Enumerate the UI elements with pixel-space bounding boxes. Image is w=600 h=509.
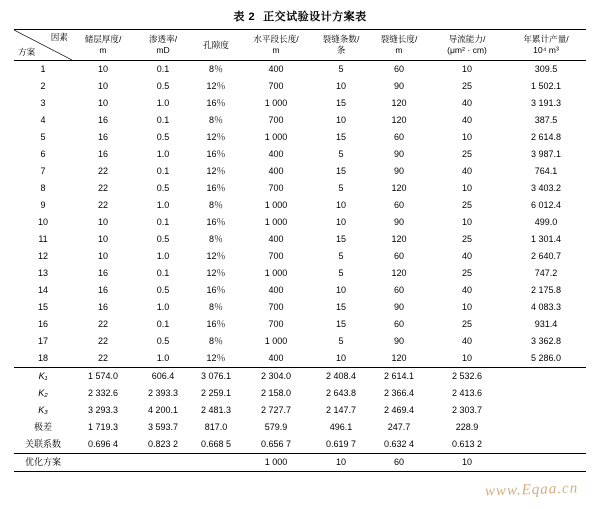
cell-fracture-length: 60 <box>393 131 404 142</box>
cell-permeability: 0.1 <box>156 318 170 329</box>
row-label: 5 <box>40 131 46 142</box>
cell-thickness: 22 <box>97 335 108 346</box>
column-header-porosity <box>192 30 240 61</box>
cell-fracture-length: 60 <box>393 250 404 261</box>
cell-thickness: 10 <box>97 63 108 74</box>
cell-conductivity: 10 <box>461 131 472 142</box>
cell-permeability <box>134 454 192 472</box>
cell-conductivity: 10 <box>461 216 472 227</box>
column-header-conductivity <box>428 30 506 61</box>
cell-annual-production <box>506 454 586 472</box>
cell-annual-production: 4 083.3 <box>530 301 562 312</box>
cell-fracture-count: 5 <box>338 63 344 74</box>
cell-annual-production <box>506 419 586 436</box>
table-row <box>14 112 586 129</box>
cell-conductivity: 40 <box>461 284 472 295</box>
header-line-1: 渗透率/ <box>148 34 178 45</box>
cell-fracture-length: 90 <box>393 335 404 346</box>
cell-horizontal-length: 1 000 <box>264 216 288 227</box>
table-row <box>14 248 586 265</box>
cell-horizontal-length: 2 158.0 <box>260 387 292 398</box>
header-line-2: m <box>395 45 403 55</box>
cell-conductivity: 40 <box>461 335 472 346</box>
cell-thickness: 10 <box>97 97 108 108</box>
cell-annual-production: 2 614.8 <box>530 131 562 142</box>
cell-thickness: 22 <box>97 318 108 329</box>
cell-permeability: 4 200.1 <box>147 404 179 415</box>
cell-annual-production: 5 286.0 <box>506 350 586 368</box>
cell-fracture-count: 15 <box>335 233 346 244</box>
header-line-1: 水平段长度/ <box>253 34 299 45</box>
cell-thickness: 0.696 4 <box>72 436 134 454</box>
row-label: 15 <box>37 301 48 312</box>
cell-annual-production: 499.0 <box>534 216 558 227</box>
summary-label: K₁ <box>38 370 48 381</box>
cell-fracture-length: 2 469.4 <box>383 404 415 415</box>
cell-fracture-count: 2 643.8 <box>325 387 357 398</box>
cell-horizontal-length: 579.9 <box>264 421 288 432</box>
cell-permeability: 1.0 <box>156 250 170 261</box>
cell-conductivity: 25 <box>461 148 472 159</box>
cell-fracture-length: 60 <box>393 284 404 295</box>
row-label: 2 <box>40 80 46 91</box>
cell-fracture-count: 15 <box>335 301 346 312</box>
cell-annual-production <box>506 368 586 386</box>
summary-label: 优化方案 <box>14 454 72 472</box>
cell-annual-production: 387.5 <box>534 114 558 125</box>
cell-permeability: 0.5 <box>156 284 170 295</box>
cell-conductivity: 25 <box>461 267 472 278</box>
cell-horizontal-length: 400 <box>268 233 284 244</box>
cell-conductivity: 10 <box>461 182 472 193</box>
row-label: 1 <box>40 63 46 74</box>
summary-label: 极差 <box>33 421 52 432</box>
cell-horizontal-length: 1 000 <box>240 454 312 472</box>
cell-fracture-length: 120 <box>391 182 407 193</box>
cell-porosity: 8％ <box>208 301 223 312</box>
cell-fracture-count: 5 <box>338 148 344 159</box>
cell-fracture-length: 120 <box>391 267 407 278</box>
header-line-1: 年累计产量/ <box>523 34 569 45</box>
table-title: 正交试验设计方案表 <box>263 11 367 23</box>
header-line-2: m <box>272 45 280 55</box>
cell-permeability: 2 393.3 <box>147 387 179 398</box>
cell-horizontal-length: 1 000 <box>264 131 288 142</box>
cell-thickness: 10 <box>97 250 108 261</box>
cell-annual-production: 309.5 <box>534 63 558 74</box>
table-row <box>14 299 586 316</box>
cell-horizontal-length: 1 000 <box>264 335 288 346</box>
cell-fracture-count: 5 <box>338 335 344 346</box>
cell-permeability: 1.0 <box>156 199 170 210</box>
cell-permeability: 0.5 <box>156 131 170 142</box>
table-row <box>14 333 586 350</box>
cell-thickness: 16 <box>97 148 108 159</box>
cell-porosity: 12％ <box>206 267 226 278</box>
table-body <box>14 61 586 472</box>
row-label: 6 <box>40 148 46 159</box>
cell-porosity: 16％ <box>206 97 226 108</box>
header-line-1: 裂缝条数/ <box>322 34 360 45</box>
table-row <box>14 197 586 214</box>
row-label: 3 <box>40 97 46 108</box>
cell-annual-production: 3 403.2 <box>530 182 562 193</box>
cell-fracture-length: 60 <box>393 318 404 329</box>
cell-conductivity: 40 <box>461 250 472 261</box>
table-row <box>14 231 586 248</box>
cell-thickness: 1 719.3 <box>87 421 119 432</box>
table-row <box>14 350 586 368</box>
cell-horizontal-length: 0.656 7 <box>240 436 312 454</box>
cell-porosity: 8％ <box>208 335 223 346</box>
cell-fracture-count: 10 <box>335 216 346 227</box>
cell-fracture-length: 120 <box>391 233 407 244</box>
cell-annual-production: 764.1 <box>534 165 558 176</box>
cell-fracture-count: 496.1 <box>329 421 353 432</box>
summary-label: K₃ <box>38 404 48 415</box>
cell-horizontal-length: 700 <box>268 182 284 193</box>
cell-fracture-count: 15 <box>335 97 346 108</box>
header-line-1: 孔隙度 <box>203 39 229 50</box>
cell-thickness: 16 <box>97 114 108 125</box>
cell-permeability: 606.4 <box>151 370 175 381</box>
cell-thickness: 3 293.3 <box>87 404 119 415</box>
cell-permeability: 3 593.7 <box>147 421 179 432</box>
cell-fracture-count: 10 <box>335 199 346 210</box>
cell-permeability: 0.5 <box>156 335 170 346</box>
summary-row-optimal <box>14 454 586 472</box>
cell-porosity: 8％ <box>208 233 223 244</box>
cell-thickness: 16 <box>97 284 108 295</box>
cell-horizontal-length: 700 <box>268 80 284 91</box>
header-line-2: mD <box>156 45 170 55</box>
table-row <box>14 163 586 180</box>
row-label: 17 <box>37 335 48 346</box>
corner-label-factor: 因素 <box>50 32 68 42</box>
cell-thickness <box>72 454 134 472</box>
cell-permeability: 0.5 <box>156 182 170 193</box>
header-line-1: 储层厚度/ <box>84 34 122 45</box>
cell-conductivity: 25 <box>461 233 472 244</box>
table-number: 表 2 <box>233 11 256 23</box>
cell-annual-production: 931.4 <box>534 318 558 329</box>
cell-thickness: 22 <box>97 199 108 210</box>
cell-fracture-length: 90 <box>393 148 404 159</box>
header-row <box>14 30 586 61</box>
column-header-annual-production <box>506 30 586 61</box>
row-label: 7 <box>40 165 46 176</box>
cell-porosity: 12％ <box>206 165 226 176</box>
header-corner-cell <box>14 30 72 61</box>
summary-row-k2 <box>14 385 586 402</box>
cell-annual-production <box>506 402 586 419</box>
cell-fracture-count: 10 <box>312 454 370 472</box>
cell-permeability: 0.5 <box>156 233 170 244</box>
cell-permeability: 0.1 <box>156 63 170 74</box>
cell-annual-production: 2 640.7 <box>530 250 562 261</box>
cell-annual-production: 3 191.3 <box>530 97 562 108</box>
cell-fracture-count: 10 <box>335 114 346 125</box>
cell-fracture-length: 0.632 4 <box>370 436 428 454</box>
cell-fracture-count: 10 <box>335 80 346 91</box>
summary-row-range <box>14 419 586 436</box>
cell-fracture-length: 120 <box>391 114 407 125</box>
cell-thickness: 16 <box>97 131 108 142</box>
summary-row-k1 <box>14 368 586 386</box>
cell-horizontal-length: 700 <box>268 301 284 312</box>
cell-fracture-count: 10 <box>335 284 346 295</box>
cell-permeability: 0.1 <box>156 267 170 278</box>
table-row <box>14 180 586 197</box>
cell-horizontal-length: 700 <box>268 318 284 329</box>
cell-permeability: 0.1 <box>156 165 170 176</box>
cell-conductivity: 25 <box>461 318 472 329</box>
cell-thickness: 16 <box>97 267 108 278</box>
table-row <box>14 214 586 231</box>
cell-porosity: 16％ <box>206 318 226 329</box>
cell-annual-production: 3 987.1 <box>530 148 562 159</box>
cell-porosity: 16％ <box>206 182 226 193</box>
cell-horizontal-length: 2 727.7 <box>260 404 292 415</box>
row-label: 12 <box>37 250 48 261</box>
header-line-2: (μm² · cm) <box>447 45 487 55</box>
table-row <box>14 282 586 299</box>
orthogonal-design-table <box>14 29 586 472</box>
cell-thickness: 10 <box>97 233 108 244</box>
header-line-2: 条 <box>336 45 346 55</box>
cell-horizontal-length: 2 304.0 <box>260 370 292 381</box>
cell-conductivity: 25 <box>461 80 472 91</box>
table-row <box>14 78 586 95</box>
cell-annual-production: 1 502.1 <box>530 80 562 91</box>
cell-horizontal-length: 400 <box>268 148 284 159</box>
cell-porosity: 16％ <box>206 284 226 295</box>
cell-conductivity: 2 413.6 <box>451 387 483 398</box>
cell-thickness: 10 <box>97 80 108 91</box>
cell-fracture-count: 0.619 7 <box>312 436 370 454</box>
cell-fracture-length: 2 614.1 <box>383 370 415 381</box>
row-label: 8 <box>40 182 46 193</box>
cell-fracture-count: 10 <box>312 350 370 368</box>
cell-horizontal-length: 700 <box>268 250 284 261</box>
column-header-fracture-count <box>312 30 370 61</box>
cell-fracture-count: 15 <box>335 131 346 142</box>
cell-porosity: 817.0 <box>204 421 228 432</box>
cell-conductivity: 10 <box>428 454 506 472</box>
cell-horizontal-length: 1 000 <box>264 199 288 210</box>
watermark: www.Eqaa.cn <box>484 480 579 500</box>
cell-permeability: 1.0 <box>156 301 170 312</box>
table-row <box>14 61 586 79</box>
row-label: 11 <box>38 233 48 244</box>
cell-fracture-count: 15 <box>335 165 346 176</box>
cell-permeability: 0.5 <box>156 80 170 91</box>
cell-thickness: 22 <box>97 165 108 176</box>
cell-permeability: 0.1 <box>156 114 170 125</box>
cell-fracture-count: 5 <box>338 182 344 193</box>
cell-porosity: 0.668 5 <box>192 436 240 454</box>
cell-conductivity: 0.613 2 <box>428 436 506 454</box>
cell-fracture-length: 60 <box>370 454 428 472</box>
cell-conductivity: 40 <box>461 97 472 108</box>
cell-porosity: 8％ <box>208 63 223 74</box>
row-label: 4 <box>40 114 46 125</box>
cell-porosity: 16％ <box>206 148 226 159</box>
cell-fracture-length: 90 <box>393 216 404 227</box>
cell-permeability: 1.0 <box>156 97 170 108</box>
row-label: 13 <box>37 267 48 278</box>
cell-horizontal-length: 400 <box>268 63 284 74</box>
column-header-permeability <box>134 30 192 61</box>
cell-fracture-length: 90 <box>393 301 404 312</box>
summary-row-correlation <box>14 436 586 454</box>
cell-annual-production: 1 301.4 <box>530 233 562 244</box>
cell-conductivity: 2 303.7 <box>451 404 483 415</box>
row-label: 10 <box>37 216 48 227</box>
cell-porosity: 8％ <box>208 114 223 125</box>
cell-annual-production: 2 175.8 <box>530 284 562 295</box>
row-label: 14 <box>37 284 48 295</box>
cell-conductivity: 2 532.6 <box>451 370 483 381</box>
cell-fracture-length: 60 <box>393 63 404 74</box>
header-line-1: 导流能力/ <box>448 34 486 45</box>
cell-porosity: 12％ <box>206 250 226 261</box>
cell-thickness: 10 <box>97 216 108 227</box>
cell-porosity <box>192 454 240 472</box>
cell-conductivity: 40 <box>461 165 472 176</box>
cell-conductivity: 10 <box>461 63 472 74</box>
cell-porosity: 12％ <box>206 80 226 91</box>
header-line-2: 10⁴ m³ <box>533 45 559 55</box>
cell-horizontal-length: 400 <box>240 350 312 368</box>
row-label: 16 <box>37 318 48 329</box>
cell-conductivity: 25 <box>461 199 472 210</box>
cell-porosity: 2 259.1 <box>200 387 232 398</box>
cell-fracture-length: 90 <box>393 165 404 176</box>
cell-fracture-length: 120 <box>370 350 428 368</box>
column-header-thickness <box>72 30 134 61</box>
cell-conductivity: 10 <box>428 350 506 368</box>
cell-fracture-length: 247.7 <box>387 421 411 432</box>
cell-fracture-count: 5 <box>338 250 344 261</box>
cell-porosity: 12％ <box>206 131 226 142</box>
row-label: 18 <box>14 350 72 368</box>
cell-horizontal-length: 1 000 <box>264 97 288 108</box>
cell-annual-production: 6 012.4 <box>530 199 562 210</box>
cell-horizontal-length: 1 000 <box>264 267 288 278</box>
table-caption <box>14 8 586 24</box>
table-row <box>14 146 586 163</box>
cell-thickness: 1 574.0 <box>87 370 119 381</box>
cell-thickness: 2 332.6 <box>87 387 119 398</box>
cell-fracture-length: 2 366.4 <box>383 387 415 398</box>
column-header-horizontal-length <box>240 30 312 61</box>
table-row <box>14 316 586 333</box>
cell-thickness: 22 <box>72 350 134 368</box>
summary-label: K₂ <box>38 387 48 398</box>
row-label: 9 <box>40 199 46 210</box>
cell-conductivity: 10 <box>461 301 472 312</box>
table-header <box>14 30 586 61</box>
table-row <box>14 129 586 146</box>
cell-permeability: 0.1 <box>156 216 170 227</box>
cell-fracture-count: 2 147.7 <box>325 404 357 415</box>
cell-fracture-length: 90 <box>393 80 404 91</box>
cell-annual-production: 3 362.8 <box>530 335 562 346</box>
cell-horizontal-length: 400 <box>268 284 284 295</box>
cell-porosity: 8％ <box>208 199 223 210</box>
cell-permeability: 1.0 <box>134 350 192 368</box>
cell-fracture-count: 5 <box>338 267 344 278</box>
header-line-2: m <box>99 45 107 55</box>
cell-thickness: 16 <box>97 301 108 312</box>
cell-porosity: 12％ <box>192 350 240 368</box>
header-line-1: 裂缝长度/ <box>380 34 418 45</box>
cell-permeability: 0.823 2 <box>134 436 192 454</box>
cell-horizontal-length: 700 <box>268 114 284 125</box>
cell-annual-production: 747.2 <box>534 267 558 278</box>
column-header-fracture-length <box>370 30 428 61</box>
cell-annual-production <box>506 436 586 454</box>
cell-fracture-length: 60 <box>393 199 404 210</box>
cell-conductivity: 228.9 <box>455 421 479 432</box>
cell-conductivity: 40 <box>461 114 472 125</box>
cell-thickness: 22 <box>97 182 108 193</box>
corner-label-scheme: 方案 <box>18 47 36 58</box>
table-row <box>14 95 586 112</box>
cell-porosity: 3 076.1 <box>200 370 232 381</box>
summary-row-k3 <box>14 402 586 419</box>
cell-porosity: 16％ <box>206 216 226 227</box>
cell-porosity: 2 481.3 <box>200 404 232 415</box>
cell-fracture-length: 120 <box>391 97 407 108</box>
cell-permeability: 1.0 <box>156 148 170 159</box>
cell-horizontal-length: 400 <box>268 165 284 176</box>
summary-label: 关联系数 <box>14 436 72 454</box>
cell-annual-production <box>506 385 586 402</box>
table-row <box>14 265 586 282</box>
cell-fracture-count: 2 408.4 <box>325 370 357 381</box>
cell-fracture-count: 15 <box>335 318 346 329</box>
